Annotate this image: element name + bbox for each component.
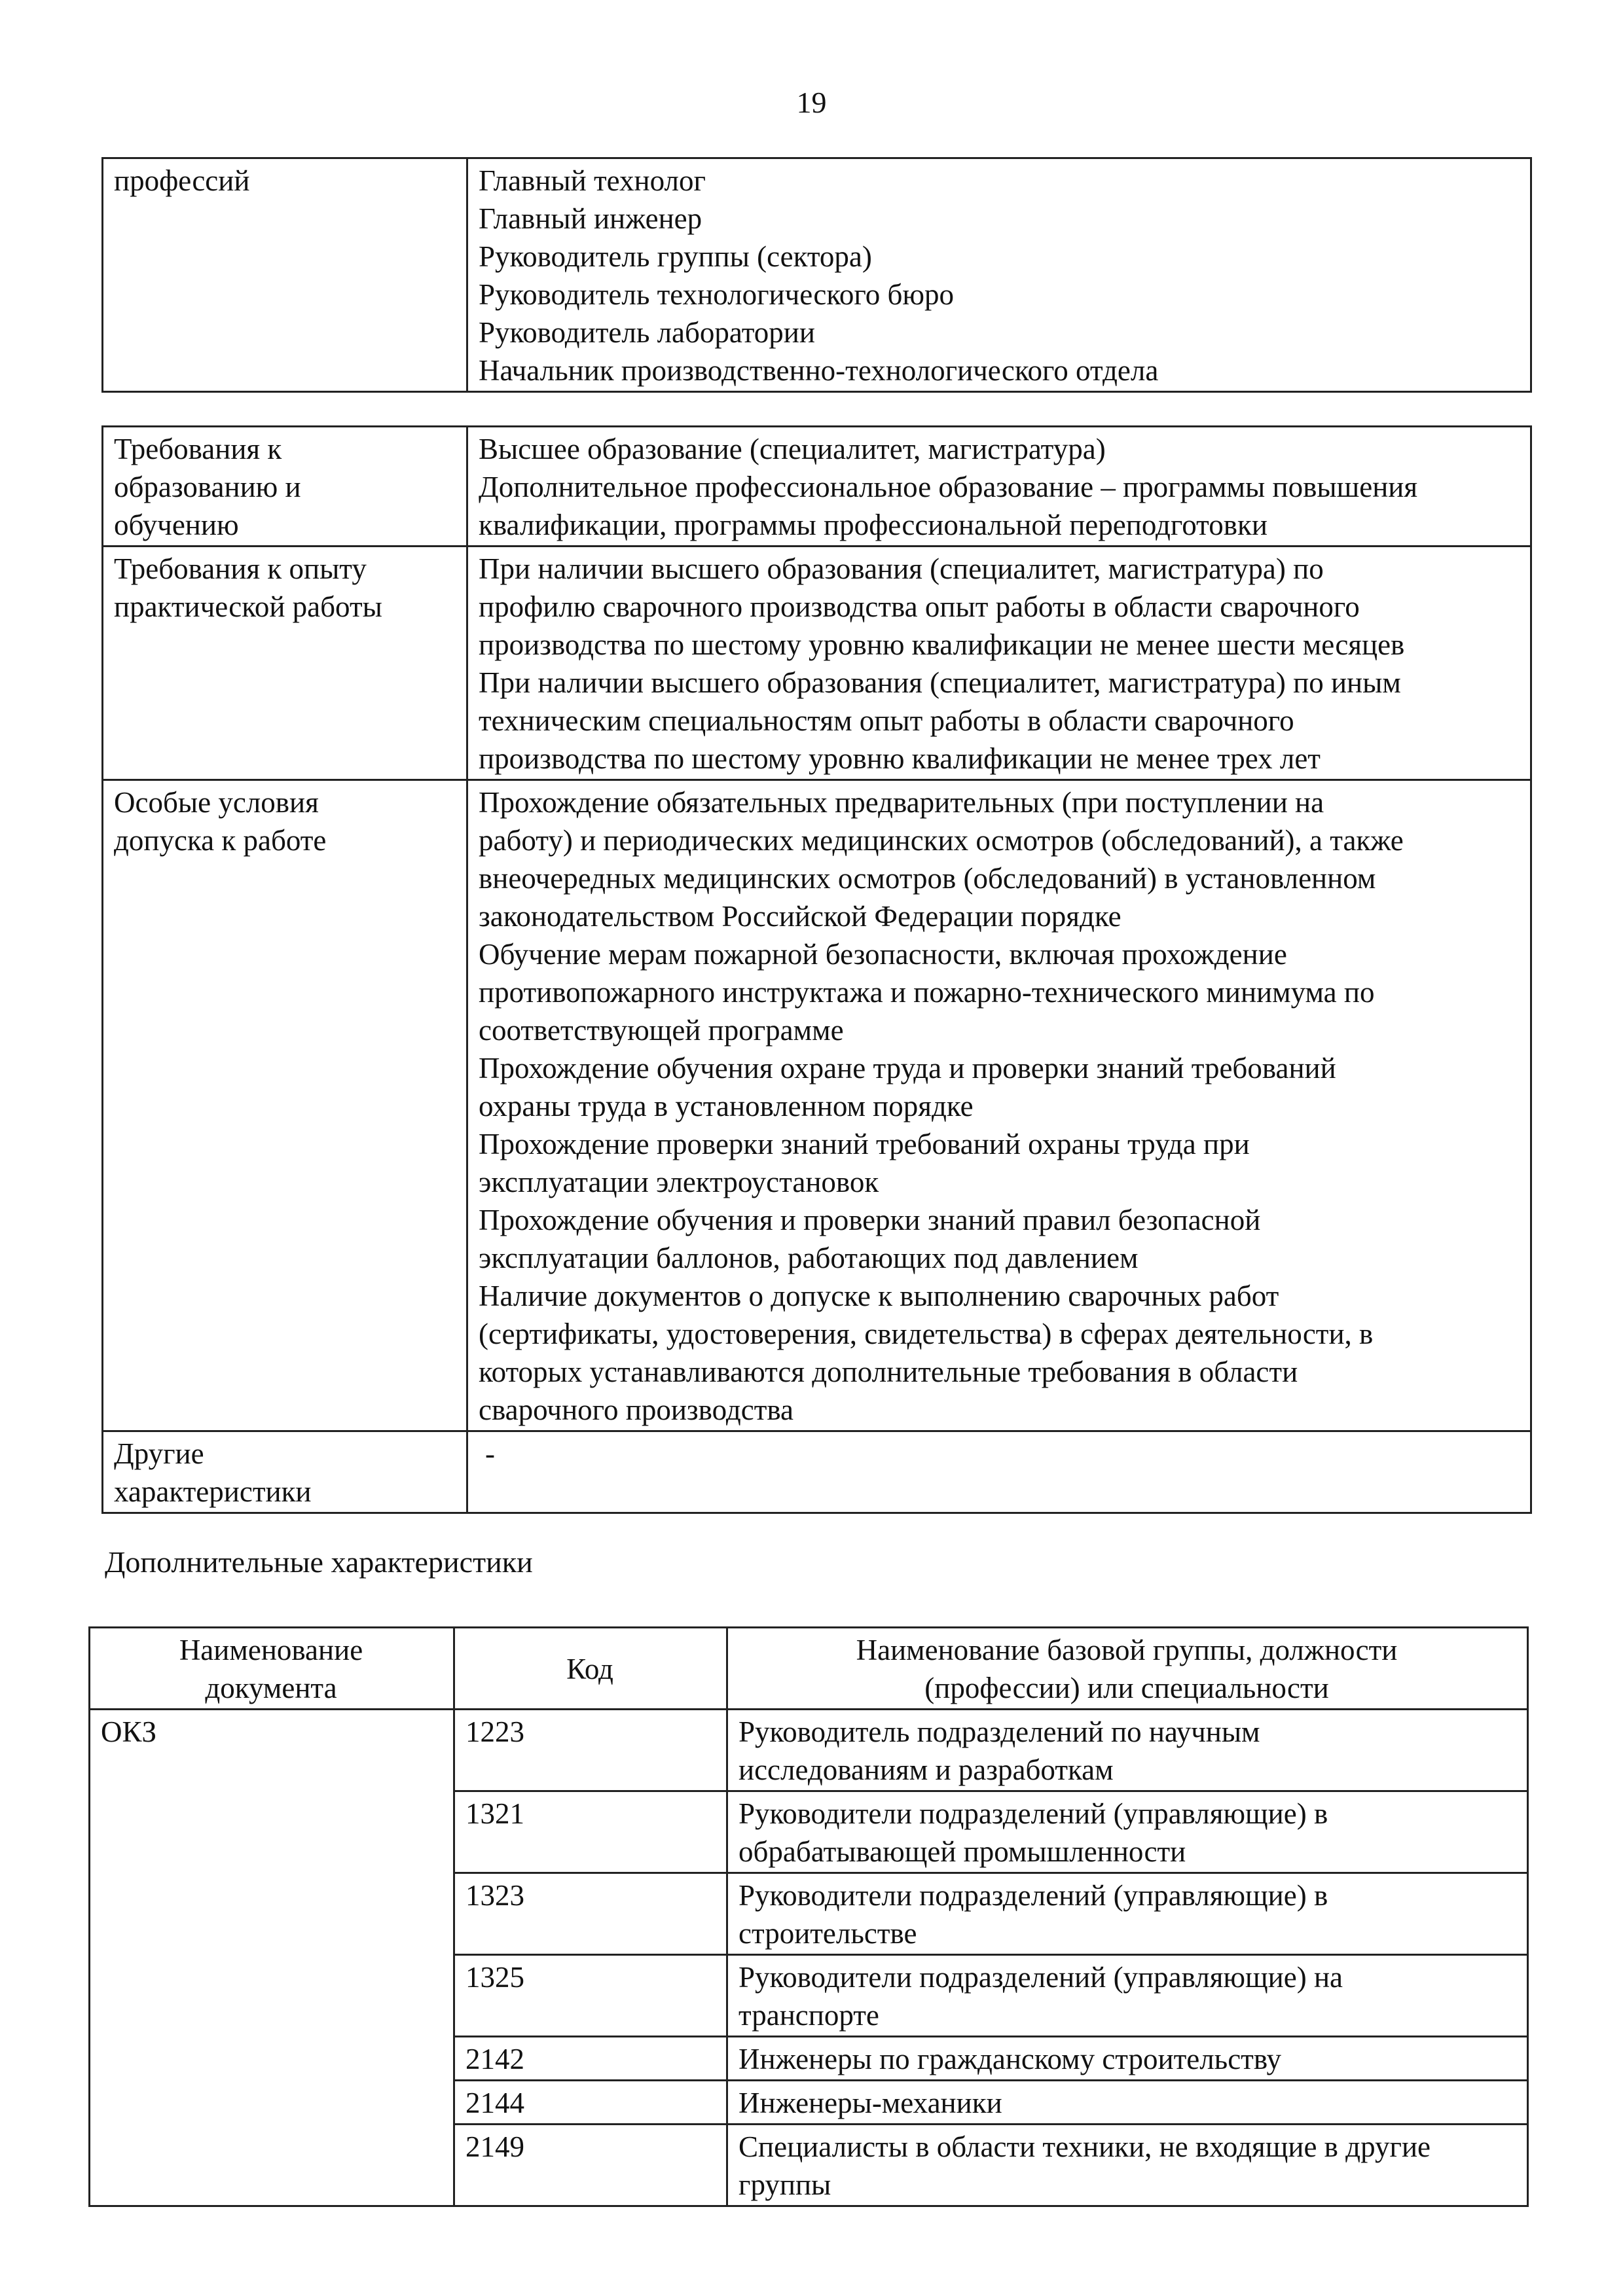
position-item: Главный инженер bbox=[479, 202, 702, 235]
page-number: 19 bbox=[796, 86, 827, 119]
header-line: Наименование базовой группы, должности bbox=[856, 1634, 1398, 1666]
label-line: Особые условия bbox=[114, 786, 319, 819]
label-line: образованию и bbox=[114, 471, 301, 503]
table-row bbox=[103, 1431, 1531, 1513]
text-line: эксплуатации электроустановок bbox=[479, 1166, 879, 1198]
text-line: Руководители подразделений (управляющие) в bbox=[739, 1797, 1328, 1830]
header-name bbox=[727, 1628, 1528, 1710]
positions-table bbox=[101, 157, 1532, 393]
position-item: Начальник производственно-технологического отдела bbox=[479, 354, 1159, 387]
admission-value bbox=[467, 780, 1531, 1431]
position-item: Руководитель технологического бюро bbox=[479, 278, 954, 311]
code-cell: 1325 bbox=[454, 1955, 727, 2037]
table-row bbox=[103, 780, 1531, 1431]
code-cell: 1223 bbox=[454, 1710, 727, 1791]
name-cell bbox=[727, 1791, 1528, 1873]
code-cell: 2142 bbox=[454, 2037, 727, 2081]
text-line: Наличие документов о допуске к выполнению сварочных работ bbox=[479, 1280, 1279, 1312]
label-line: Другие bbox=[114, 1437, 204, 1470]
text-line: Прохождение обучения охране труда и проверки знаний требований bbox=[479, 1052, 1336, 1085]
section-title: Дополнительные характеристики bbox=[105, 1545, 533, 1579]
experience-value bbox=[467, 547, 1531, 780]
classification-table bbox=[88, 1626, 1529, 2207]
text-line: транспорте bbox=[739, 1999, 879, 2032]
header-line: Наименование bbox=[179, 1634, 363, 1666]
text-line: профилю сварочного производства опыт работы в области сварочного bbox=[479, 590, 1360, 623]
header-code: Код bbox=[454, 1628, 727, 1710]
education-label bbox=[103, 427, 467, 547]
table-row bbox=[90, 1710, 1528, 1791]
other-value bbox=[467, 1431, 1531, 1513]
positions-list bbox=[467, 158, 1531, 392]
label-line: практической работы bbox=[114, 590, 382, 623]
text-line: При наличии высшего образования (специалитет, магистратура) по иным bbox=[479, 666, 1401, 699]
name-cell bbox=[727, 2081, 1528, 2125]
text-line: квалификации, программы профессиональной переподготовки bbox=[479, 509, 1267, 541]
text-line: Прохождение проверки знаний требований охраны труда при bbox=[479, 1128, 1250, 1160]
label-line: обучению bbox=[114, 509, 239, 541]
requirements-table bbox=[101, 425, 1532, 1514]
doc-cell: ОКЗ bbox=[90, 1710, 454, 2206]
table-row bbox=[103, 427, 1531, 547]
name-cell bbox=[727, 2037, 1528, 2081]
text-line: Дополнительное профессиональное образование – программы повышения bbox=[479, 471, 1418, 503]
text-line: Прохождение обязательных предварительных (при поступлении на bbox=[479, 786, 1324, 819]
text-line: техническим специальностям опыт работы в области сварочного bbox=[479, 704, 1294, 737]
text-line: Руководители подразделений (управляющие) в bbox=[739, 1879, 1328, 1912]
code-cell: 1321 bbox=[454, 1791, 727, 1873]
table-header-row bbox=[90, 1628, 1528, 1710]
text-line: соответствующей программе bbox=[479, 1014, 844, 1047]
text-line: Инженеры по гражданскому строительству bbox=[739, 2043, 1282, 2075]
text-line: При наличии высшего образования (специалитет, магистратура) по bbox=[479, 552, 1324, 585]
name-cell bbox=[727, 2125, 1528, 2206]
code-cell: 2144 bbox=[454, 2081, 727, 2125]
other-label bbox=[103, 1431, 467, 1513]
name-cell bbox=[727, 1873, 1528, 1955]
education-value bbox=[467, 427, 1531, 547]
position-item: Главный технолог bbox=[479, 164, 706, 197]
text-line: обрабатывающей промышленности bbox=[739, 1835, 1186, 1868]
label-line: допуска к работе bbox=[114, 824, 327, 857]
text-line: сварочного производства bbox=[479, 1393, 793, 1426]
header-doc bbox=[90, 1628, 454, 1710]
text-line: Специалисты в области техники, не входящие в другие bbox=[739, 2130, 1431, 2163]
text-line: законодательством Российской Федерации порядке bbox=[479, 900, 1122, 933]
text-line: - bbox=[485, 1437, 495, 1470]
text-line: противопожарного инструктажа и пожарно-технического минимума по bbox=[479, 976, 1375, 1009]
text-line: производства по шестому уровню квалификации не менее шести месяцев bbox=[479, 628, 1405, 661]
label-line: характеристики bbox=[114, 1475, 312, 1508]
text-line: Руководитель подразделений по научным bbox=[739, 1715, 1260, 1748]
text-line: эксплуатации баллонов, работающих под давлением bbox=[479, 1242, 1139, 1274]
text-line: Прохождение обучения и проверки знаний правил безопасной bbox=[479, 1204, 1261, 1236]
position-item: Руководитель группы (сектора) bbox=[479, 240, 872, 273]
text-line: исследованиям и разработкам bbox=[739, 1753, 1114, 1786]
text-line: Руководители подразделений (управляющие) на bbox=[739, 1961, 1343, 1994]
table-row bbox=[103, 547, 1531, 780]
code-cell: 1323 bbox=[454, 1873, 727, 1955]
position-item: Руководитель лаборатории bbox=[479, 316, 815, 349]
label-line: Требования к опыту bbox=[114, 552, 367, 585]
admission-label bbox=[103, 780, 467, 1431]
name-cell bbox=[727, 1955, 1528, 2037]
label-line: Требования к bbox=[114, 433, 282, 465]
text-line: Инженеры-механики bbox=[739, 2087, 1002, 2119]
text-line: Высшее образование (специалитет, магистратура) bbox=[479, 433, 1106, 465]
text-line: охраны труда в установленном порядке bbox=[479, 1090, 974, 1122]
experience-label bbox=[103, 547, 467, 780]
text-line: группы bbox=[739, 2168, 831, 2201]
text-line: работу) и периодических медицинских осмотров (обследований), а также bbox=[479, 824, 1404, 857]
text-line: которых устанавливаются дополнительные требования в области bbox=[479, 1355, 1298, 1388]
text-line: производства по шестому уровню квалификации не менее трех лет bbox=[479, 742, 1321, 775]
text-line: Обучение мерам пожарной безопасности, включая прохождение bbox=[479, 938, 1287, 971]
name-cell bbox=[727, 1710, 1528, 1791]
text-line: (сертификаты, удостоверения, свидетельства) в сферах деятельности, в bbox=[479, 1318, 1374, 1350]
text-line: внеочередных медицинских осмотров (обследований) в установленном bbox=[479, 862, 1376, 895]
header-line: (профессии) или специальности bbox=[924, 1672, 1329, 1704]
header-line: документа bbox=[205, 1672, 337, 1704]
text-line: строительстве bbox=[739, 1917, 917, 1950]
code-cell: 2149 bbox=[454, 2125, 727, 2206]
positions-label: профессий bbox=[103, 158, 467, 392]
